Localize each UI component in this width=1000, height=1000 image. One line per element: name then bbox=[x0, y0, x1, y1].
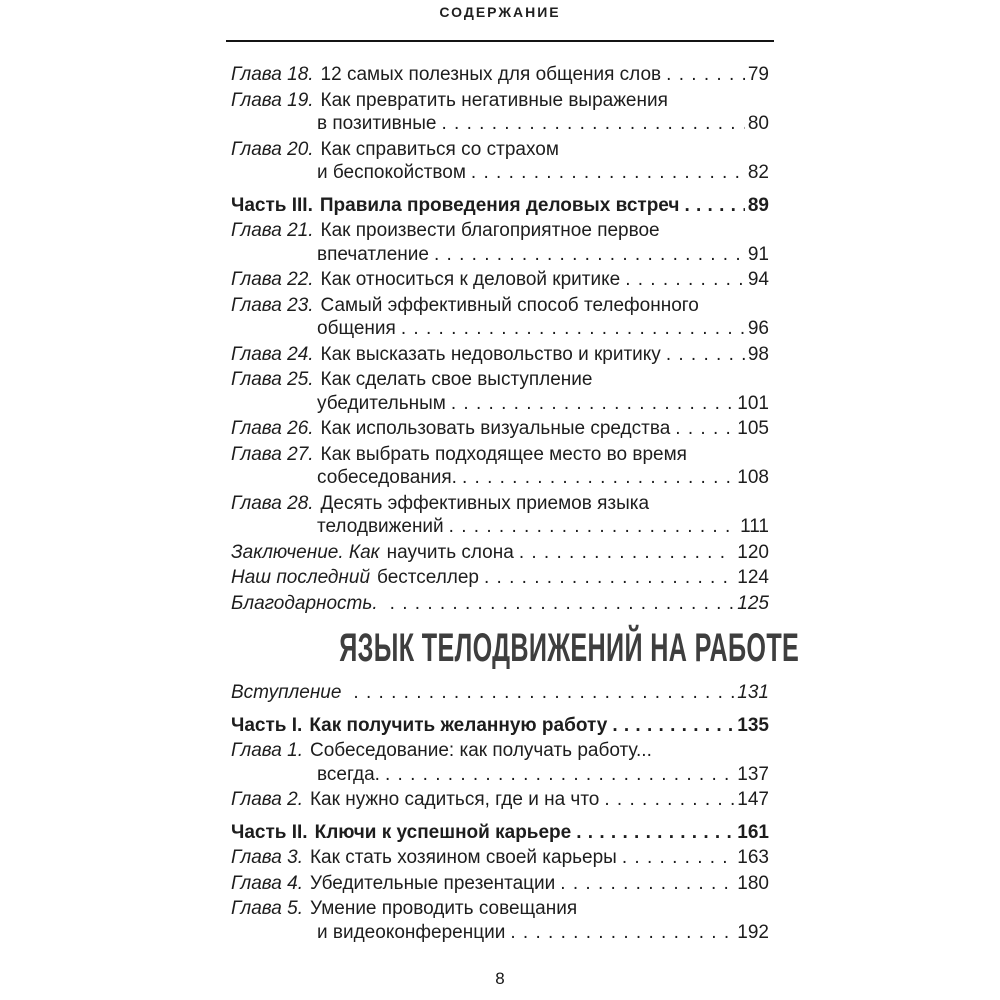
toc-entry bbox=[231, 566, 769, 590]
toc-entry bbox=[231, 294, 769, 341]
toc-entry-label: Глава 2. bbox=[231, 789, 303, 810]
toc-entry-title: Самый эффективный способ телефонного bbox=[320, 294, 699, 316]
toc-page-number: 108 bbox=[737, 467, 769, 488]
toc-entry-label: Глава 25. bbox=[231, 369, 314, 390]
toc-entry bbox=[231, 219, 769, 266]
dot-leader bbox=[684, 194, 744, 218]
toc-list-book1 bbox=[231, 63, 769, 615]
toc-entry bbox=[231, 138, 769, 185]
toc-entry-label: Глава 26. bbox=[231, 418, 314, 439]
dot-leader bbox=[434, 243, 745, 267]
dot-leader bbox=[462, 466, 734, 490]
toc-entry-label: Глава 19. bbox=[231, 89, 314, 111]
toc-entry-continuation-line bbox=[231, 515, 769, 539]
toc-entry-line bbox=[231, 681, 769, 705]
toc-entry-continuation-line bbox=[231, 243, 769, 267]
toc-entry-label: Часть II. bbox=[231, 821, 308, 843]
dot-leader bbox=[401, 317, 745, 341]
page-number: 8 bbox=[495, 969, 505, 988]
toc-entry-line bbox=[231, 343, 769, 367]
dot-leader bbox=[612, 714, 734, 738]
toc-entry-line bbox=[231, 846, 769, 870]
toc-entry-line bbox=[231, 194, 769, 218]
dot-leader bbox=[666, 343, 745, 367]
toc-entry-title: Ключи к успешной карьере bbox=[314, 821, 572, 843]
toc-entry-continuation-line bbox=[231, 466, 769, 490]
header-divider bbox=[226, 40, 774, 42]
toc-entry-line bbox=[231, 368, 769, 392]
toc-page-number: 120 bbox=[737, 541, 769, 563]
toc-entry-title-continuation: собеседования. bbox=[317, 467, 457, 488]
toc-entry-line bbox=[231, 897, 769, 921]
toc-page-number: 135 bbox=[737, 714, 769, 736]
toc-entry-title: Как выбрать подходящее место во время bbox=[320, 443, 687, 465]
dot-leader bbox=[625, 268, 745, 292]
dot-leader bbox=[510, 921, 734, 945]
toc-entry bbox=[231, 268, 769, 292]
dot-leader bbox=[353, 681, 734, 705]
toc-entry bbox=[231, 788, 769, 812]
toc-entry-continuation-line bbox=[231, 921, 769, 945]
toc-entry-label: Заключение. Как bbox=[231, 541, 380, 563]
toc-entry-label: Глава 20. bbox=[231, 138, 314, 160]
toc-page-number: 105 bbox=[737, 418, 769, 439]
toc-page-number: 80 bbox=[747, 113, 769, 134]
toc-entry bbox=[231, 897, 769, 944]
toc-entry bbox=[231, 443, 769, 490]
toc-page-number: 137 bbox=[737, 763, 769, 785]
toc-entry-line bbox=[231, 492, 769, 516]
toc-entry bbox=[231, 417, 769, 441]
toc-entry bbox=[231, 63, 769, 87]
toc-entry-title-continuation: и видеоконференции bbox=[317, 921, 506, 943]
toc-entry-title: Десять эффективных приемов языка bbox=[320, 492, 650, 514]
toc-entry-title: Умение проводить совещания bbox=[309, 898, 578, 919]
toc-entry-title: Собеседование: как получать работу... bbox=[309, 740, 652, 761]
dot-leader bbox=[604, 788, 734, 812]
toc-entry bbox=[231, 343, 769, 367]
dot-leader bbox=[451, 392, 734, 416]
toc-entry bbox=[231, 739, 769, 786]
toc-page-number: 91 bbox=[747, 243, 769, 265]
toc-entry-label: Глава 27. bbox=[231, 443, 314, 465]
toc-entry-line bbox=[231, 138, 769, 162]
dot-leader bbox=[385, 763, 734, 787]
toc-entry-title: Как справиться со страхом bbox=[320, 138, 559, 160]
toc-part-entry bbox=[231, 714, 769, 738]
toc-entry-line bbox=[231, 294, 769, 318]
toc-part-entry bbox=[231, 821, 769, 845]
toc-page-number: 82 bbox=[747, 162, 769, 183]
toc-entry-line bbox=[231, 566, 769, 590]
toc-entry-label: Наш последний bbox=[231, 567, 371, 588]
toc-page-number: 111 bbox=[740, 516, 769, 537]
dot-leader bbox=[576, 821, 734, 845]
toc-entry-line bbox=[231, 739, 769, 763]
toc-entry-title: Правила проведения деловых встреч bbox=[319, 194, 680, 216]
toc-entry-title: Как сделать свое выступление bbox=[320, 369, 593, 390]
toc-page-number: 96 bbox=[747, 318, 769, 339]
toc-entry-line bbox=[231, 417, 769, 441]
toc-entry-line bbox=[231, 219, 769, 243]
toc-entry-label: Глава 28. bbox=[231, 492, 314, 514]
toc-entry-continuation-line bbox=[231, 392, 769, 416]
toc-entry bbox=[231, 592, 769, 616]
toc-entry-line bbox=[231, 872, 769, 896]
dot-leader bbox=[675, 417, 734, 441]
toc-entry-label: Благодарность. bbox=[231, 592, 378, 614]
toc-entry-label: Глава 4. bbox=[231, 872, 303, 894]
dot-leader bbox=[519, 541, 734, 565]
toc-entry-title: Как получить желанную работу bbox=[309, 714, 608, 736]
toc-entry-title-continuation: впечатление bbox=[317, 243, 429, 265]
toc-entry-label: Глава 5. bbox=[231, 898, 303, 919]
dot-leader bbox=[390, 592, 735, 616]
toc-entry-title: Как стать хозяином своей карьеры bbox=[309, 847, 617, 868]
toc-entry bbox=[231, 846, 769, 870]
toc-entry-continuation-line bbox=[231, 763, 769, 787]
dot-leader bbox=[449, 515, 737, 539]
toc-entry-title: бестселлер bbox=[377, 567, 479, 588]
toc-page-number: 98 bbox=[747, 343, 769, 365]
toc-page-number: 161 bbox=[737, 821, 769, 843]
toc-entry-title-continuation: и беспокойством bbox=[317, 162, 466, 183]
toc-entry bbox=[231, 872, 769, 896]
contents-heading: СОДЕРЖАНИЕ bbox=[439, 4, 561, 20]
toc-entry-title: Как высказать недовольство и критику bbox=[320, 343, 661, 365]
toc-entry-title: Как нужно садиться, где и на что bbox=[309, 789, 600, 810]
toc-page-number: 147 bbox=[737, 789, 769, 810]
toc-entry-title: Как превратить негативные выражения bbox=[320, 89, 668, 111]
toc-page-number: 79 bbox=[747, 64, 769, 85]
dot-leader bbox=[622, 846, 734, 870]
toc-entry-continuation-line bbox=[231, 161, 769, 185]
toc-entry-label: Вступление bbox=[231, 682, 342, 703]
toc-entry-title: Убедительные презентации bbox=[309, 872, 556, 894]
toc-entry-line bbox=[231, 89, 769, 113]
toc-entry-line bbox=[231, 268, 769, 292]
toc-list-book2 bbox=[231, 681, 769, 944]
toc-entry-line bbox=[231, 788, 769, 812]
toc-entry-line bbox=[231, 592, 769, 616]
toc-page-number: 124 bbox=[737, 567, 769, 588]
toc-entry-title: научить слона bbox=[386, 541, 514, 563]
toc-page-number: 101 bbox=[737, 392, 769, 414]
book-page bbox=[231, 0, 800, 944]
toc-page-number: 180 bbox=[737, 872, 769, 894]
toc-entry bbox=[231, 541, 769, 565]
toc-page-number: 131 bbox=[737, 682, 769, 703]
toc-entry-line bbox=[231, 714, 769, 738]
toc-page-number: 125 bbox=[737, 592, 769, 614]
toc-entry-line bbox=[231, 541, 769, 565]
toc-entry-continuation-line bbox=[231, 317, 769, 341]
toc-entry bbox=[231, 681, 769, 705]
dot-leader bbox=[471, 161, 745, 185]
toc-entry-title: 12 самых полезных для общения слов bbox=[320, 64, 662, 85]
toc-entry-label: Глава 23. bbox=[231, 294, 314, 316]
toc-part-entry bbox=[231, 194, 769, 218]
toc-entry-label: Глава 18. bbox=[231, 64, 314, 85]
toc-entry-label: Глава 24. bbox=[231, 343, 314, 365]
toc-entry bbox=[231, 492, 769, 539]
toc-page-number: 94 bbox=[747, 269, 769, 290]
dot-leader bbox=[560, 872, 734, 896]
toc-page-number: 192 bbox=[737, 921, 769, 943]
toc-entry bbox=[231, 89, 769, 136]
dot-leader bbox=[666, 63, 745, 87]
toc-entry-title-continuation: общения bbox=[317, 318, 396, 339]
toc-entry-title: Как произвести благоприятное первое bbox=[320, 220, 660, 241]
dot-leader bbox=[441, 112, 744, 136]
toc-entry-title-continuation: телодвижений bbox=[317, 516, 444, 537]
toc-entry-title-continuation: всегда. bbox=[317, 763, 380, 785]
toc-page-number: 89 bbox=[747, 194, 769, 216]
toc-entry-label: Глава 22. bbox=[231, 269, 314, 290]
toc-page-number: 163 bbox=[737, 847, 769, 868]
toc-entry-label: Часть III. bbox=[231, 194, 313, 216]
toc-entry-line bbox=[231, 63, 769, 87]
toc-entry-title-continuation: убедительным bbox=[317, 392, 446, 414]
toc-entry-title: Как относиться к деловой критике bbox=[320, 269, 621, 290]
book2-title-block bbox=[231, 625, 800, 670]
dot-leader bbox=[484, 566, 734, 590]
toc-entry-continuation-line bbox=[231, 112, 769, 136]
toc-entry-label: Часть I. bbox=[231, 714, 303, 736]
toc-entry-title: Как использовать визуальные средства bbox=[320, 418, 671, 439]
toc-entry bbox=[231, 368, 769, 415]
toc-entry-line bbox=[231, 821, 769, 845]
toc-entry-label: Глава 21. bbox=[231, 220, 314, 241]
toc-entry-title-continuation: в позитивные bbox=[317, 113, 437, 134]
toc-entry-label: Глава 1. bbox=[231, 740, 303, 761]
toc-entry-line bbox=[231, 443, 769, 467]
toc-entry-label: Глава 3. bbox=[231, 847, 303, 868]
book2-display-title: ЯЗЫК ТЕЛОДВИЖЕНИЙ НА РАБОТЕ bbox=[339, 625, 800, 670]
